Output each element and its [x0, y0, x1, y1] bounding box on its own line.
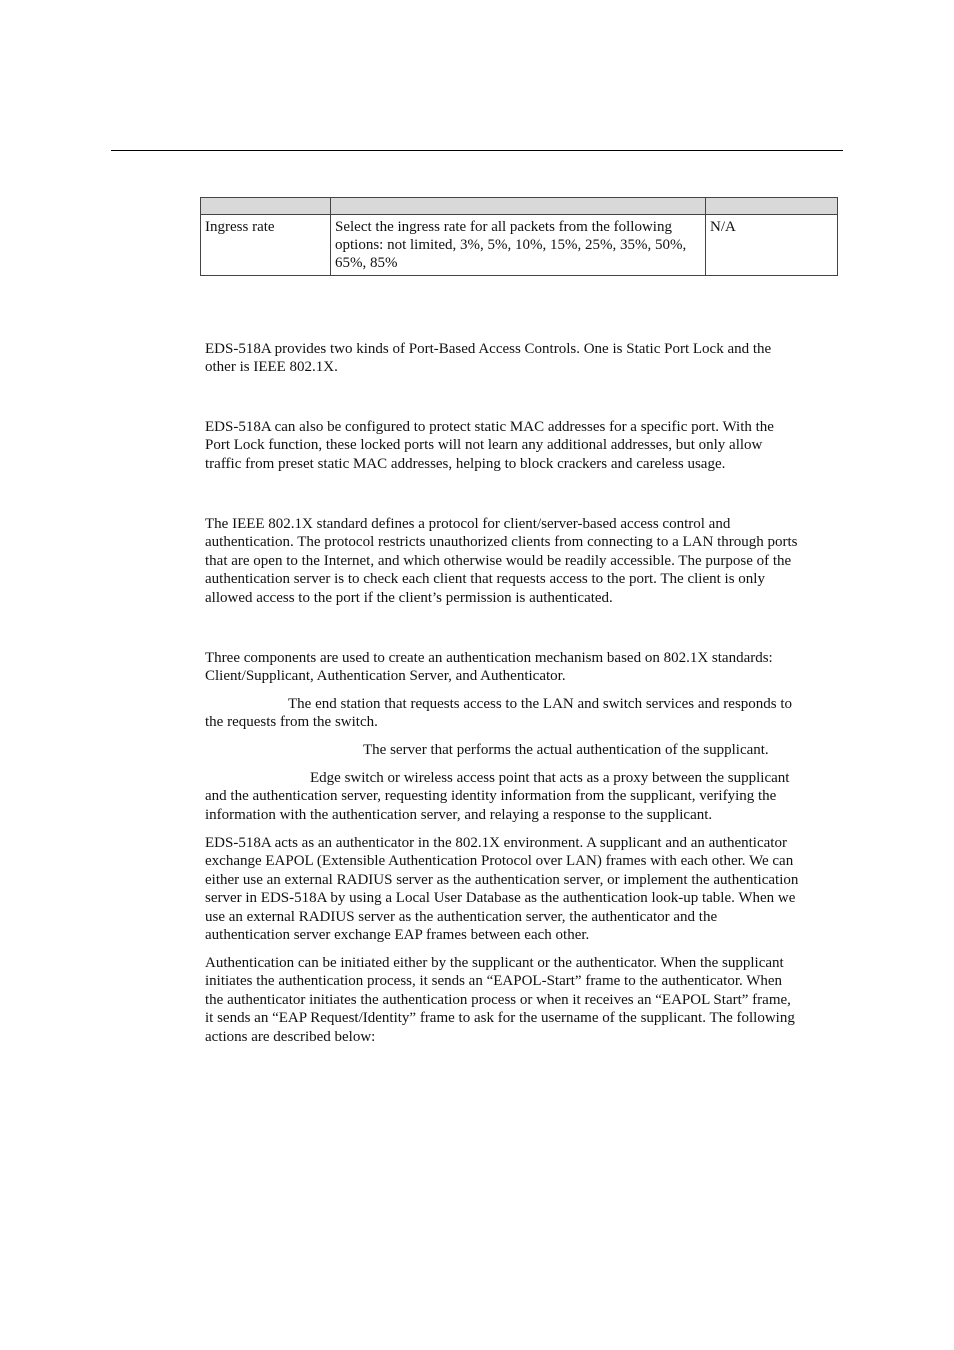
setting-name: Ingress rate [201, 215, 331, 276]
table-header-setting [201, 198, 331, 215]
supplicant-definition: The end station that requests access to the LAN and switch services and responds to the requests from the switch. [205, 696, 793, 731]
static-port-lock-paragraph: EDS-518A can also be configured to protect static MAC addresses for a specific port. With the Port Lock function, these locked ports will not learn any additional addresses, but only allow traffic from preset static MAC addresses, helping to block crackers and careless usage. [205, 419, 774, 472]
settings-table [200, 197, 838, 276]
setting-default: N/A [706, 215, 838, 276]
table-header-row [201, 198, 838, 215]
intro-paragraph: EDS-518A provides two kinds of Port-Based Access Controls. One is Static Port Lock and the other is IEEE 802.1X. [205, 341, 772, 376]
table-header-default [706, 198, 838, 215]
table-row [201, 215, 838, 276]
authentication-initiation-paragraph: Authentication can be initiated either by the supplicant or the authenticator. When the supplicant initiates the authentication process, it sends an “EAPOL-Start” frame to the authenticator. When the authenticator initiates the authentication process or when it receives an “EAPOL Start” frame, it sends an “EAP Request/Identity” frame to ask for the username of the supplicant. The following actions are described below: [205, 955, 795, 1045]
header-rule [111, 150, 843, 151]
setting-description: Select the ingress rate for all packets from the following options: not limited, 3%, 5%, 10%, 15%, 25%, 35%, 50%, 65%, 85% [331, 215, 706, 276]
eds-authenticator-paragraph: EDS-518A acts as an authenticator in the 802.1X environment. A supplicant and an authenticator exchange EAPOL (Extensible Authentication Protocol over LAN) frames with each other. We can either use an external RADIUS server as the authentication server, or implement the authentication server in EDS-518A by using a Local User Database as the authentication look-up table. When we use an external RADIUS server as the authentication server, the authenticator and the authentication server exchange EAP frames between each other. [205, 835, 799, 944]
table-header-description [331, 198, 706, 215]
ieee-8021x-paragraph: The IEEE 802.1X standard defines a protocol for client/server-based access control and authentication. The protocol restricts unauthorized clients from connecting to a LAN through ports that are open to the Internet, and which otherwise would be readily accessible. The purpose of the authentication server is to check each client that requests access to the port. The client is only allowed access to the port if the client’s permission is authenticated. [205, 516, 798, 606]
components-paragraph: Three components are used to create an authentication mechanism based on 802.1X standards: Client/Supplicant, Authentication Server, and Authenticator. [205, 650, 773, 685]
authentication-server-definition: The server that performs the actual authentication of the supplicant. [363, 742, 769, 758]
authenticator-definition: Edge switch or wireless access point that acts as a proxy between the supplicant and the authentication server, requesting identity information from the supplicant, verifying the information with the authentication server, and relaying a response to the supplicant. [205, 770, 790, 823]
